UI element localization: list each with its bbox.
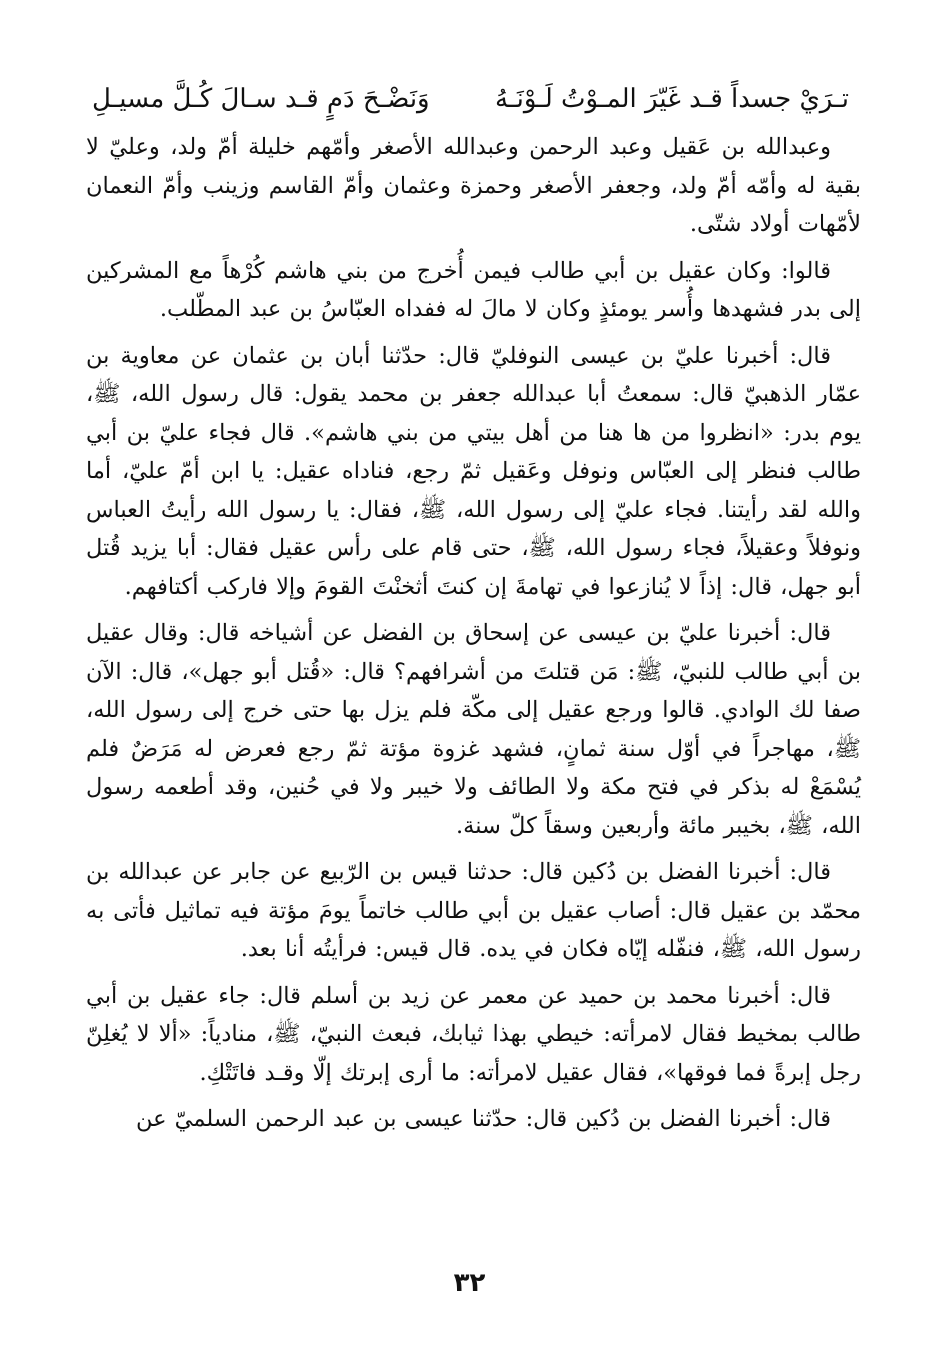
poem-verse — [86, 72, 861, 126]
paragraph-continued: قال: أخبرنا الفضل بن دُكين قال: حدّثنا عيسى بن عبد الرحمن السلميّ عن — [135, 1106, 831, 1132]
paragraph-ring-of-mutah: قال: أخبرنا الفضل بن دُكين قال: حدثنا قيس بن الرّبيع عن جابر عن عبدالله بن محمّد بن عقيل قال: أصاب عقيل بن أبي طالب خاتماً يومَ مؤتة فيه تماثيل فأتى به رسول الله، ﷺ، فنفّله إيّاه فكان في يده. قال قيس: فرأيتُه أنا بعد. — [86, 859, 861, 962]
paragraph-needle-story: قال: أخبرنا محمد بن حميد عن معمر عن زيد بن أسلم قال: جاء عقيل بن أبي طالب بمخيط فقال لامرأته: خيطي بهذا ثيابك، فبعث النبيّ، ﷺ، منادياً: «ألا لا يُغلِنّ رجل إبرةً فما فوقها»، فقال عقيل لامرأته: ما أرى إبرتك إلّا وقـد فاتَتْكِ. — [86, 982, 861, 1086]
verse-hemistich-left: وَنَضْـحَ دَمٍ قـد سـالَ كُـلَّ مسيـلِ — [92, 84, 430, 114]
paragraph-badr-narration: قال: أخبرنا عليّ بن عيسى النوفليّ قال: حدّثنا أبان بن عثمان عن معاوية بن عمّار الذهبيّ قال: سمعتُ أبا عبدالله جعفر بن محمد يقول: قال رسول الله، ﷺ، يوم بدر: «انظروا من ها هنا من أهل بيتي من بني هاشم». قال فجاء عليّ بن أبي طالب فنظر إلى العبّاس ونوفل وعَقيل ثمّ رجع، فناداه عقيل: يا ابن أمّ عليّ، أما والله لقد رأيتنا. فجاء عليّ إلى رسول الله، ﷺ، فقال: يا رسول الله رأيتُ العباس ونوفلاً وعقيلاً، فجاء رسول الله، ﷺ، حتى قام على رأس عقيل فقال: أبا يزيد قُتل أبو جهل، قال: إذاً لا يُنازعوا في تهامةَ إن كنتَ أثخنْتَ القومَ وإلا فاركب أكتافهم. — [86, 342, 861, 600]
book-page — [86, 72, 861, 1322]
verse-hemistich-right: تـرَيْ جسداً قـد غَيّرَ المـوْتُ لَـوْنَـهُ — [495, 84, 849, 114]
paragraph-aqil-hijra: قال: أخبرنا عليّ بن عيسى عن إسحاق بن الفضل عن أشياخه قال: وقال عقيل بن أبي طالب للنبيّ، ﷺ: مَن قتلتَ من أشرافهم؟ قال: «قُتل أبو جهل»، قال: الآن صفا لك الوادي. قالوا ورجع عقيل إلى مكّة فلم يزل بها حتى خرج إلى رسول الله، ﷺ، مهاجراً في أوّل سنة ثمانٍ، فشهد غزوة مؤتة ثمّ رجع فعرض له مَرَضٌ فلم يُسْمَعْ له بذكر في فتح مكة ولا الطائف ولا خيبر ولا في حُنين، وقد أطعمه رسول الله، ﷺ، بخيبر مائة وأربعين وسقاً كلّ سنة. — [86, 620, 861, 839]
paragraph-badr-captivity: قالوا: وكان عقيل بن أبي طالب فيمن أُخرج من بني هاشم كُرْهاً مع المشركين إلى بدر فشهدها وأُسر يومئذٍ وكان لا مالَ له ففداه العبّاسُ بن عبد المطّلب. — [86, 257, 861, 322]
page-number: ٣٢ — [453, 1268, 486, 1298]
paragraph-sons-of-aqil: وعبدالله بن عَقيل وعبد الرحمن وعبدالله الأصغر وأمّهم خليلة أمّ ولد، وعليّ لا بقية له وأمّه أمّ ولد، وجعفر الأصغر وحمزة وعثمان وأمّ القاسم وزينب وأمّ النعمان لأمّهات أولاد شتّى. — [86, 134, 861, 237]
